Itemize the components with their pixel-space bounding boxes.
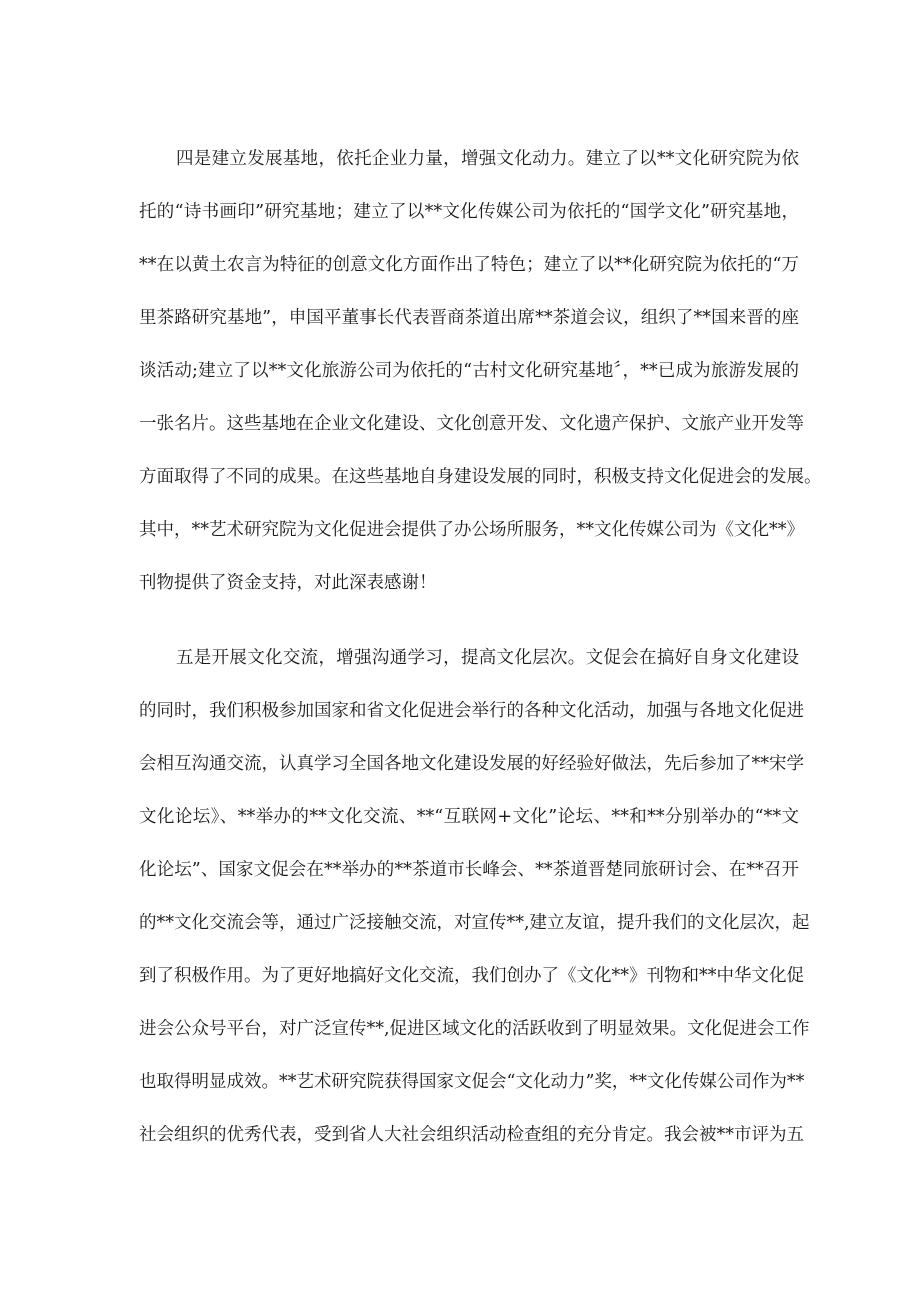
- text-line: 会相互沟通交流，认真学习全国各地文化建设发展的好经验好做法，先后参加了**宋学: [139, 754, 804, 774]
- text-line: 一张名片。这些基地在企业文化建设、文化创意开发、文化遗产保护、文旅产业开发等: [139, 414, 804, 434]
- text-line: 谈活动;建立了以**文化旅游公司为依托的“古村文化研究基地〞，**已成为旅游发展的: [139, 361, 799, 381]
- text-line: 的同时，我们积极参加国家和省文化促进会举行的各种文化活动，加强与各地文化促进: [139, 701, 804, 721]
- text-line: **在以黄土农言为特征的创意文化方面作出了特色；建立了以**化研究院为依托的“万: [139, 255, 799, 275]
- text-line: 的**文化交流会等，通过广泛接触交流，对宣传**,建立友谊，提升我们的文化层次，起: [139, 913, 810, 933]
- text-line: 进会公众号平台，对广泛宣传**,促进区域文化的活跃收到了明显效果。文化促进会工作: [139, 1019, 810, 1039]
- text-line: 四是建立发展基地，依托企业力量，增强文化动力。建立了以**文化研究院为依: [176, 149, 799, 169]
- text-line: 也取得明显成效。**艺术研究院获得国家文促会“文化动力”奖，**文化传媒公司作为**: [139, 1072, 805, 1092]
- text-line: 里茶路研究基地”，申国平董事长代表晋商茶道出席**茶道会议，组织了**国来晋的座: [139, 308, 799, 328]
- text-line: 文化论坛》、**举办的**文化交流、**“互联网+文化”论坛、**和**分别举办的“**文: [139, 807, 799, 827]
- text-line: 化论坛”、国家文促会在**举办的**茶道市长峰会、**茶道晋楚同旅研讨会、在**召开: [139, 860, 799, 880]
- text-line: 托的“诗书画印”研究基地；建立了以**文化传媒公司为依托的“国学文化”研究基地，: [139, 202, 799, 222]
- text-line: 社会组织的优秀代表，受到省人大社会组织活动检查组的充分肯定。我会被**市评为五: [139, 1125, 804, 1145]
- text-line: 刊物提供了资金支持，对此深表感谢！: [139, 573, 437, 593]
- text-line: 到了积极作用。为了更好地搞好文化交流，我们创办了《文化**》刊物和**中华文化促: [139, 966, 804, 986]
- text-line: 其中，**艺术研究院为文化促进会提供了办公场所服务，**文化传媒公司为《文化**》: [139, 520, 804, 540]
- text-line: 方面取得了不同的成果。在这些基地自身建设发展的同时，积极支持文化促进会的发展。: [139, 467, 822, 487]
- text-line: 五是开展文化交流，增强沟通学习，提高文化层次。文促会在搞好自身文化建设: [176, 648, 799, 668]
